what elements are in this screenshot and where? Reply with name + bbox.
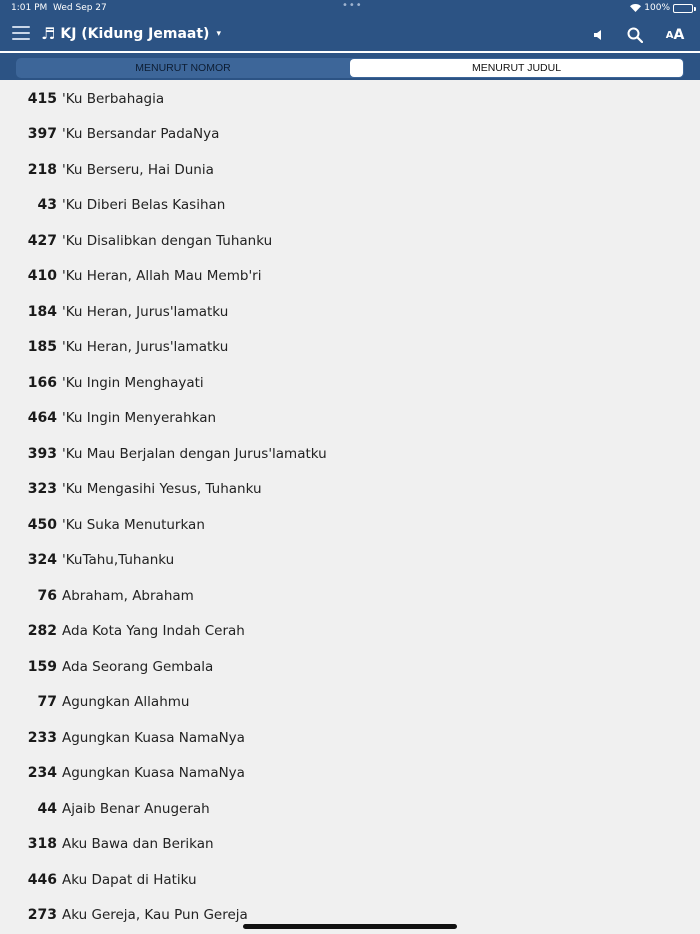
song-title: 'Ku Ingin Menyerahkan bbox=[62, 410, 217, 427]
song-row[interactable] bbox=[0, 188, 700, 224]
song-title: Ada Kota Yang Indah Cerah bbox=[62, 623, 245, 640]
song-number: 234 bbox=[27, 765, 57, 782]
song-number: 318 bbox=[27, 836, 57, 853]
song-number: 43 bbox=[37, 197, 57, 214]
song-title: Aku Dapat di Hatiku bbox=[62, 871, 197, 888]
wifi-icon bbox=[630, 4, 640, 12]
song-title: 'Ku Diberi Belas Kasihan bbox=[62, 197, 226, 214]
song-title: 'KuTahu,Tuhanku bbox=[62, 552, 175, 569]
song-title: 'Ku Heran, Allah Mau Memb'ri bbox=[62, 268, 262, 285]
chevron-down-icon: ▾ bbox=[216, 29, 221, 39]
song-row[interactable] bbox=[0, 649, 700, 685]
songbook-title: KJ (Kidung Jemaat) bbox=[60, 26, 210, 42]
song-row[interactable] bbox=[0, 472, 700, 508]
song-number: 44 bbox=[37, 800, 57, 817]
song-number: 218 bbox=[27, 161, 57, 178]
song-number: 324 bbox=[27, 552, 57, 569]
song-title: Ajaib Benar Anugerah bbox=[62, 800, 210, 817]
text-size-small-glyph: A bbox=[665, 29, 674, 41]
music-note-icon: ♬ bbox=[41, 24, 56, 43]
text-size-icon[interactable] bbox=[664, 24, 686, 46]
song-title: 'Ku Ingin Menghayati bbox=[62, 374, 204, 391]
song-number: 393 bbox=[27, 445, 57, 462]
status-time bbox=[11, 3, 107, 13]
song-row[interactable] bbox=[0, 507, 700, 543]
song-title: 'Ku Heran, Jurus'lamatku bbox=[62, 339, 229, 356]
song-title: 'Ku Berbahagia bbox=[62, 90, 165, 107]
song-row[interactable] bbox=[0, 720, 700, 756]
song-row[interactable] bbox=[0, 117, 700, 153]
song-number: 273 bbox=[27, 907, 57, 922]
status-bar bbox=[0, 0, 700, 16]
song-row[interactable] bbox=[0, 578, 700, 614]
song-number: 159 bbox=[27, 658, 57, 675]
song-number: 427 bbox=[27, 232, 57, 249]
hamburger-menu-icon[interactable] bbox=[12, 26, 30, 40]
song-row[interactable] bbox=[0, 81, 700, 117]
sort-by-number-tab[interactable]: MENURUT NOMOR bbox=[135, 62, 231, 74]
song-number: 76 bbox=[37, 587, 57, 604]
song-row[interactable] bbox=[0, 827, 700, 863]
song-title: Agungkan Allahmu bbox=[62, 694, 190, 711]
search-icon[interactable] bbox=[624, 24, 646, 46]
song-number: 282 bbox=[27, 623, 57, 640]
song-number: 410 bbox=[27, 268, 57, 285]
song-number: 185 bbox=[27, 339, 57, 356]
song-row[interactable] bbox=[0, 294, 700, 330]
song-row[interactable] bbox=[0, 330, 700, 366]
song-title: 'Ku Bersandar PadaNya bbox=[62, 126, 220, 143]
song-row[interactable] bbox=[0, 436, 700, 472]
song-row[interactable] bbox=[0, 685, 700, 721]
multitask-dots-icon[interactable]: ••• bbox=[342, 0, 363, 11]
song-number: 464 bbox=[27, 410, 57, 427]
song-number: 184 bbox=[27, 303, 57, 320]
song-title: Agungkan Kuasa NamaNya bbox=[62, 765, 245, 782]
status-right bbox=[630, 3, 670, 13]
song-row[interactable] bbox=[0, 223, 700, 259]
song-title: 'Ku Disalibkan dengan Tuhanku bbox=[62, 232, 273, 249]
song-number: 446 bbox=[27, 871, 57, 888]
songbook-selector[interactable] bbox=[41, 24, 221, 44]
song-row[interactable] bbox=[0, 898, 700, 923]
status-clock: 1:01 PM bbox=[11, 3, 48, 13]
song-title: Ada Seorang Gembala bbox=[62, 658, 214, 675]
speaker-icon[interactable] bbox=[587, 24, 609, 46]
song-title: 'Ku Mau Berjalan dengan Jurus'lamatku bbox=[62, 445, 327, 462]
song-title: Aku Gereja, Kau Pun Gereja bbox=[62, 907, 248, 922]
song-title: 'Ku Berseru, Hai Dunia bbox=[62, 161, 214, 178]
song-title: 'Ku Mengasihi Yesus, Tuhanku bbox=[62, 481, 262, 498]
battery-tip-icon bbox=[694, 7, 696, 11]
top-bar bbox=[0, 0, 700, 80]
song-number: 233 bbox=[27, 729, 57, 746]
nav-row bbox=[0, 18, 700, 50]
song-list bbox=[0, 81, 700, 922]
song-title: Agungkan Kuasa NamaNya bbox=[62, 729, 245, 746]
song-row[interactable] bbox=[0, 791, 700, 827]
song-title: 'Ku Heran, Jurus'lamatku bbox=[62, 303, 229, 320]
song-row[interactable] bbox=[0, 401, 700, 437]
song-row[interactable] bbox=[0, 756, 700, 792]
home-indicator[interactable] bbox=[243, 924, 457, 929]
song-row[interactable] bbox=[0, 862, 700, 898]
sort-segmented-control bbox=[16, 58, 684, 78]
song-row[interactable] bbox=[0, 543, 700, 579]
battery-percent: 100% bbox=[644, 3, 670, 13]
song-title: 'Ku Suka Menuturkan bbox=[62, 516, 205, 533]
song-number: 323 bbox=[27, 481, 57, 498]
song-number: 77 bbox=[37, 694, 57, 711]
song-row[interactable] bbox=[0, 614, 700, 650]
song-number: 166 bbox=[27, 374, 57, 391]
song-number: 450 bbox=[27, 516, 57, 533]
song-title: Abraham, Abraham bbox=[62, 587, 194, 604]
battery-icon bbox=[673, 4, 693, 13]
song-number: 415 bbox=[27, 90, 57, 107]
song-row[interactable] bbox=[0, 259, 700, 295]
sort-segment-bar bbox=[0, 51, 700, 80]
text-size-big-glyph: A bbox=[673, 27, 685, 43]
song-row[interactable] bbox=[0, 152, 700, 188]
song-number: 397 bbox=[27, 126, 57, 143]
sort-by-title-tab[interactable]: MENURUT JUDUL bbox=[350, 59, 683, 77]
status-date: Wed Sep 27 bbox=[53, 3, 107, 13]
song-row[interactable] bbox=[0, 365, 700, 401]
song-title: Aku Bawa dan Berikan bbox=[62, 836, 214, 853]
